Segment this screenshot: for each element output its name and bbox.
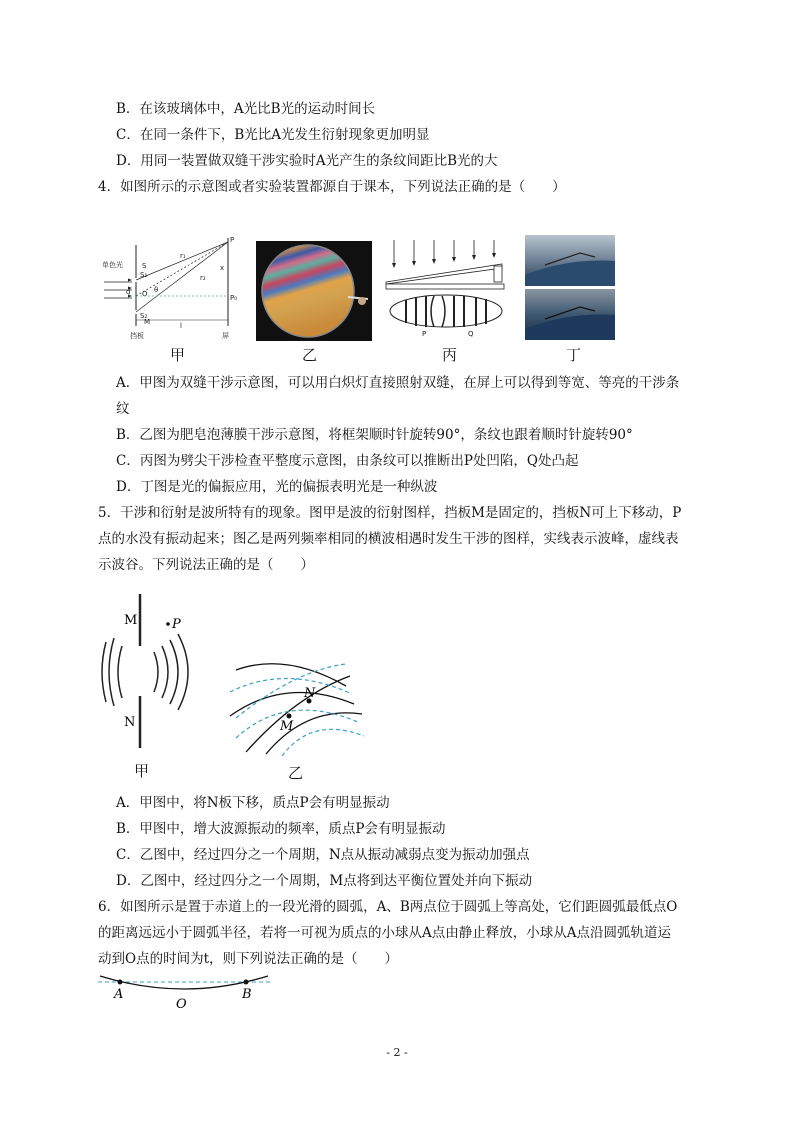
arc-track-diagram <box>96 972 276 1012</box>
svg-text:O: O <box>142 290 148 298</box>
interference-diagram <box>226 656 366 756</box>
q5-option-a: A．甲图中，将N板下移，质点P会有明显振动 <box>116 795 390 811</box>
q4-option-c: C．丙图为劈尖干涉检查平整度示意图，由条纹可以推断出P处凹陷，Q处凸起 <box>116 453 579 469</box>
diffraction-diagram <box>96 592 216 762</box>
caption-bing: 丙 <box>442 346 458 364</box>
q5-option-b: B．甲图中，增大波源振动的频率，质点P会有明显振动 <box>116 821 446 837</box>
q3-option-c: C．在同一条件下，B光比A光发生衍射现象更加明显 <box>116 127 430 143</box>
q4-stem: 4．如图所示的示意图或者实验装置都源自于课本，下列说法正确的是（ ） <box>98 179 566 195</box>
q6-stem-line-2: 的距离远远小于圆弧半径，若将一可视为质点的小球从A点由静止释放，小球从A点沿圆弧轨道运 <box>98 925 671 941</box>
barrier-n-label: N <box>124 715 136 730</box>
svg-text:S₂: S₂ <box>140 312 148 320</box>
caption-ding: 丁 <box>566 346 582 364</box>
q3-option-b: B．在该玻璃体中，A光比B光的运动时间长 <box>116 101 376 117</box>
polarization-photos <box>525 235 615 340</box>
svg-text:r₁: r₁ <box>180 252 186 260</box>
q5-stem-line-1: 5．干涉和衍射是波所特有的现象。图甲是波的衍射图样，挡板M是固定的，挡板N可上下移动，P <box>98 505 682 521</box>
svg-text:P: P <box>422 330 427 338</box>
light-label: 单色光 <box>102 261 123 269</box>
svg-text:S: S <box>142 262 147 270</box>
point-n-label: N <box>304 686 316 701</box>
point-b-label: B <box>242 987 252 1002</box>
svg-text:Q: Q <box>468 330 474 338</box>
q6-stem-line-1: 6．如图所示是置于赤道上的一段光滑的圆弧，A、B两点位于圆弧上等高处，它们距圆弧最低点O <box>98 899 678 915</box>
svg-text:挡板: 挡板 <box>130 332 144 340</box>
q4-option-a-cont: 纹 <box>116 401 130 417</box>
q5-stem-line-3: 示波谷。下列说法正确的是（ ） <box>98 557 314 573</box>
barrier-m-label: M <box>124 613 138 628</box>
svg-text:d: d <box>126 288 131 296</box>
page-number: - 2 - <box>386 1046 408 1059</box>
q6-stem-line-3: 动到O点的时间为t，则下列说法正确的是（ ） <box>98 951 398 967</box>
caption-q5-yi: 乙 <box>288 764 304 782</box>
q5-stem-line-2: 点的水没有振动起来；图乙是两列频率相同的横波相遇时发生干涉的图样，实线表示波峰，虚线表 <box>98 531 679 547</box>
caption-q5-jia: 甲 <box>134 762 150 780</box>
soap-film-photo <box>256 241 372 341</box>
svg-text:M: M <box>144 318 151 326</box>
svg-text:θ: θ <box>154 286 159 294</box>
q5-option-d: D．乙图中，经过四分之一个周期，M点将到达平衡位置处并向下振动 <box>116 873 533 889</box>
q4-option-a: A．甲图为双缝干涉示意图，可以用白炽灯直接照射双缝，在屏上可以得到等宽、等亮的干涉条 <box>116 375 680 391</box>
q4-option-b: B．乙图为肥皂泡薄膜干涉示意图，将框架顺时针旋转90°，条纹也跟着顺时针旋转90° <box>116 427 633 443</box>
q4-option-d: D．丁图是光的偏振应用，光的偏振表明光是一种纵波 <box>116 479 438 495</box>
svg-text:l: l <box>180 322 182 330</box>
caption-jia: 甲 <box>170 346 186 364</box>
wedge-interference-diagram <box>384 238 514 338</box>
svg-text:屏: 屏 <box>222 332 229 340</box>
point-a-label: A <box>114 987 124 1002</box>
point-m-label: M <box>280 719 294 734</box>
q5-option-c: C．乙图中，经过四分之一个周期，N点从振动减弱点变为振动加强点 <box>116 847 530 863</box>
q3-option-d: D．用同一装置做双缝干涉实验时A光产生的条纹间距比B光的大 <box>116 153 498 169</box>
double-slit-diagram <box>102 230 242 340</box>
svg-text:r₂: r₂ <box>200 274 206 282</box>
caption-yi: 乙 <box>302 346 318 364</box>
point-p-label: P <box>172 617 181 632</box>
point-o-label: O <box>176 997 187 1012</box>
svg-text:P: P <box>230 236 235 244</box>
svg-text:P₀: P₀ <box>230 294 238 302</box>
svg-text:S₁: S₁ <box>140 271 148 279</box>
svg-text:x: x <box>220 264 225 272</box>
